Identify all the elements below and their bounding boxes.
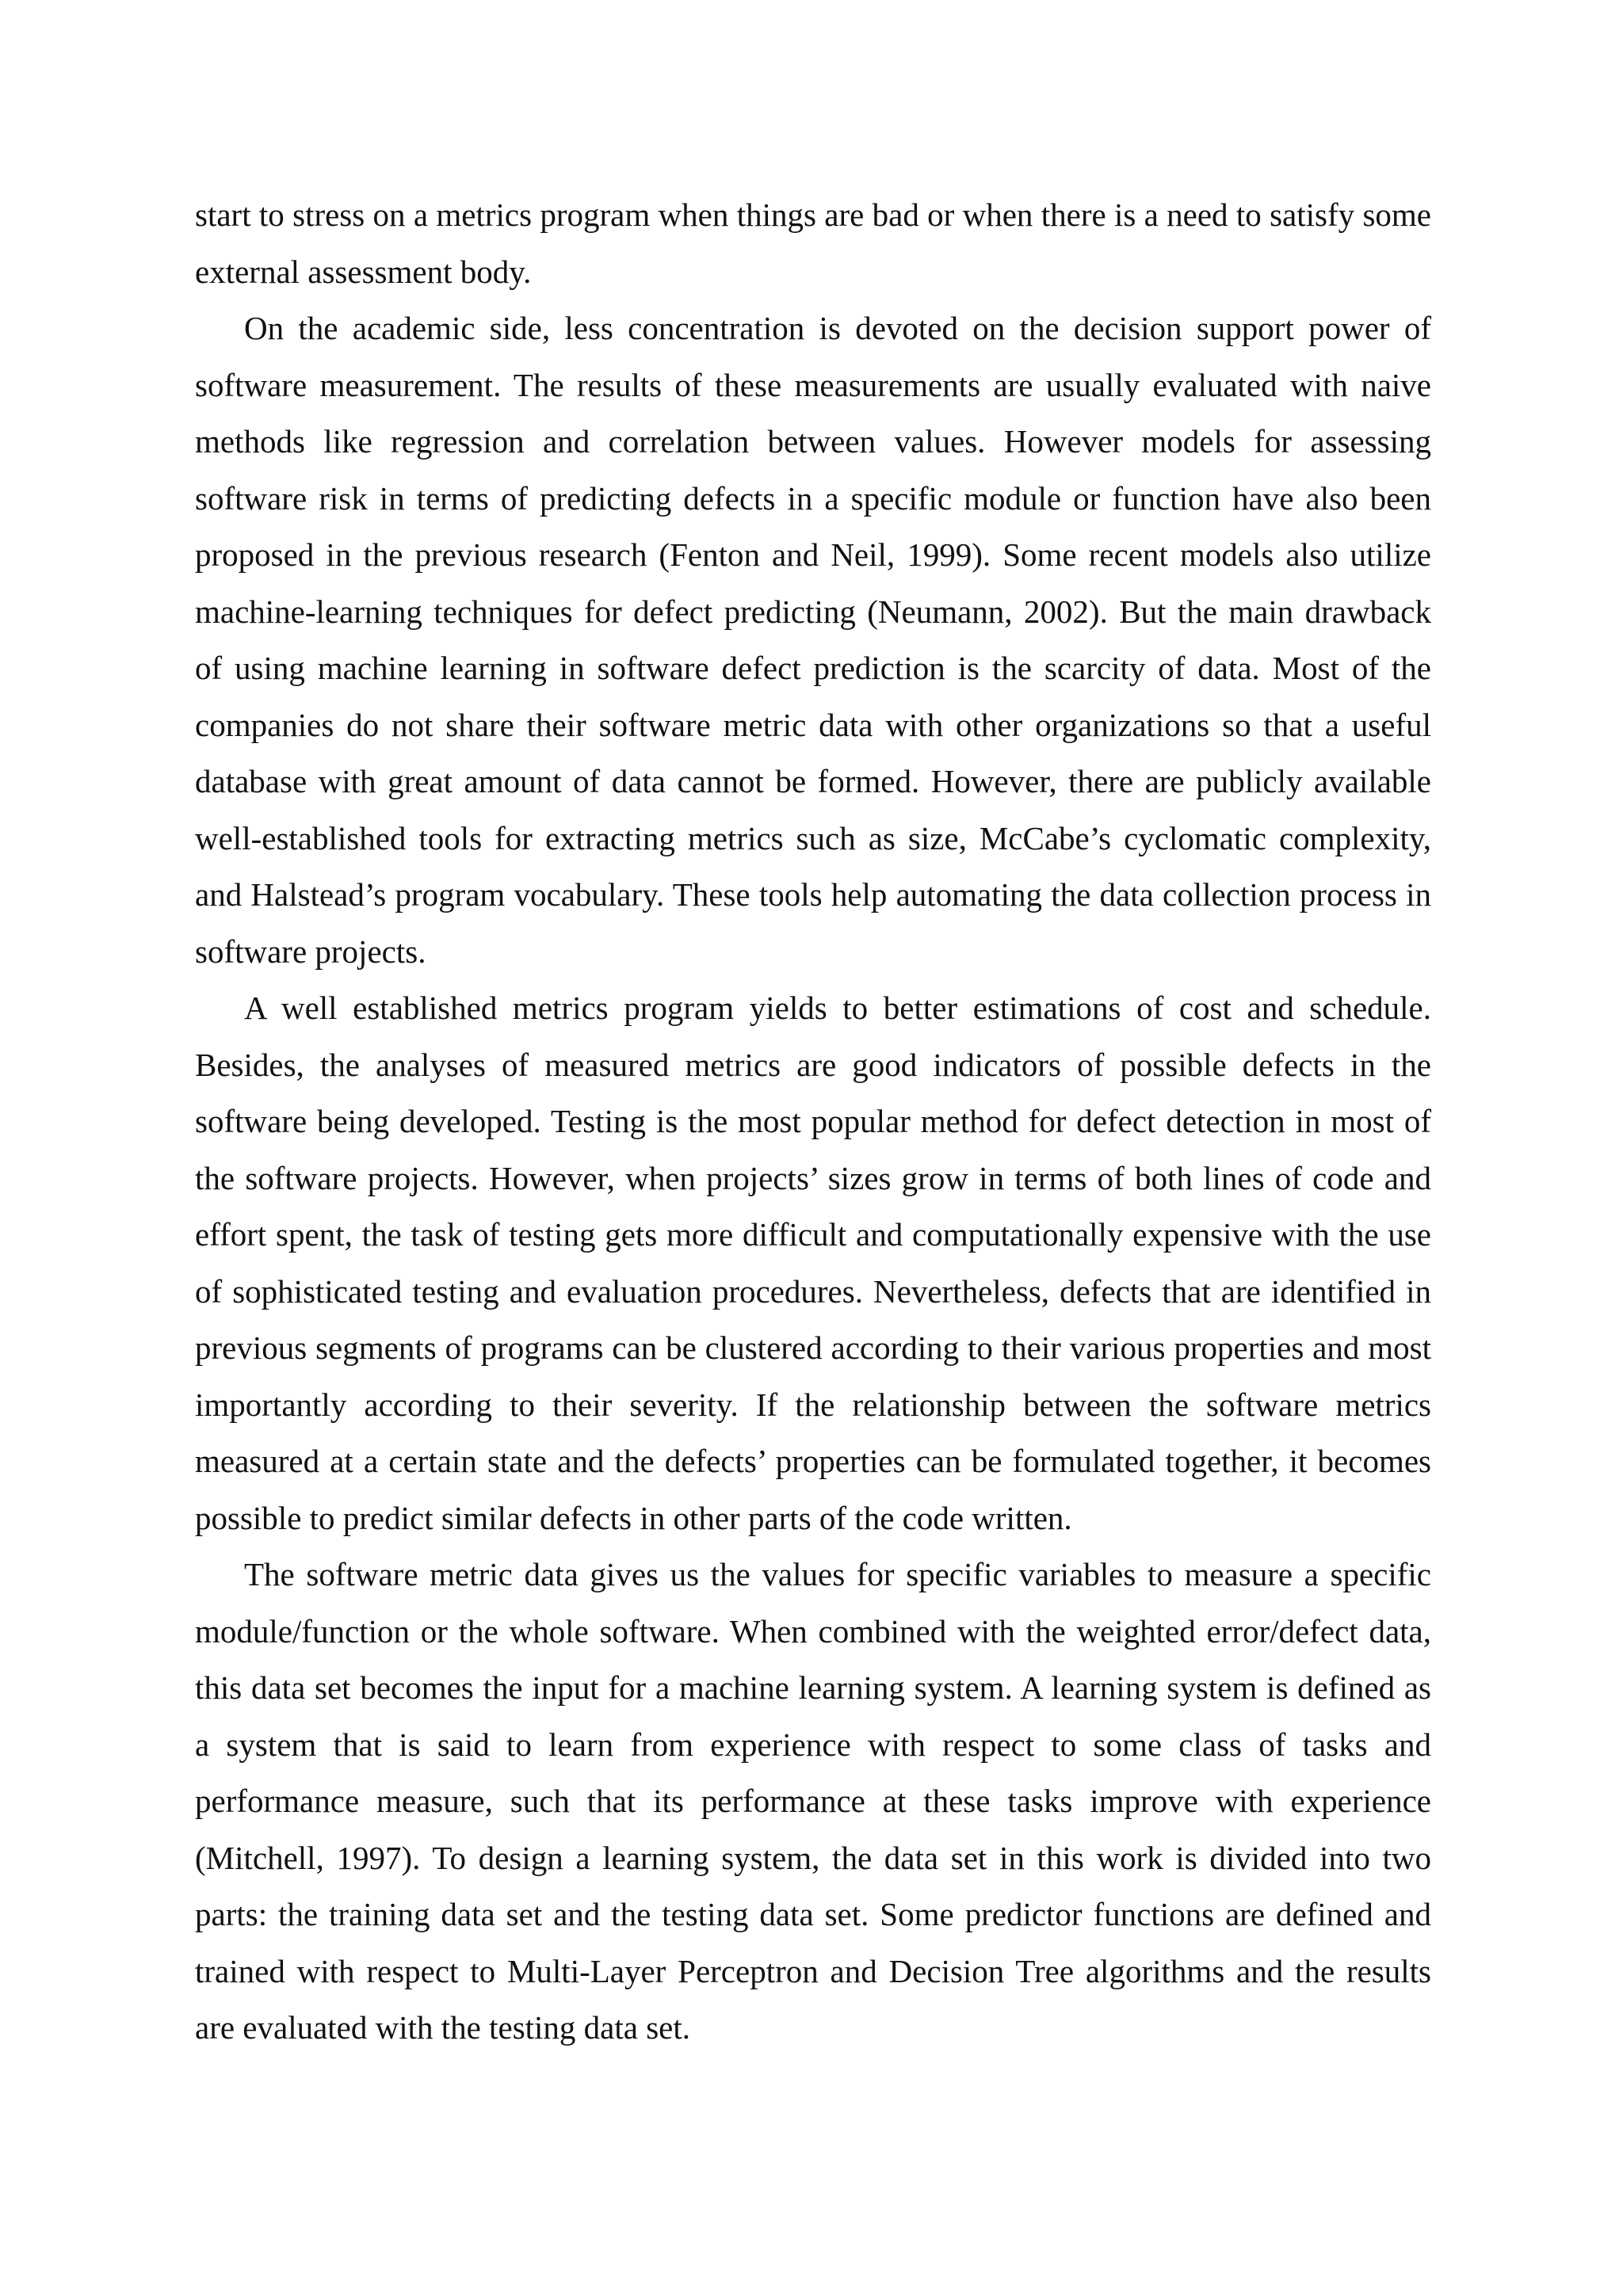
paragraph-continuation: start to stress on a metrics program when things are bad or when there is a need to satisfy some external assessment body. <box>195 196 1431 290</box>
paragraph-software-metric-data: The software metric data gives us the values for specific variables to measure a specific module/function or the whole software. When combined with the weighted error/defect data, this data set becomes the input for a machine learning system. A learning system is defined as a system that is said to learn from experience with respect to some class of tasks and performance measure, such that its performance at these tasks improve with experience (Mitchell, 1997). To design a learning system, the data set in this work is divided into two parts: the training data set and the testing data set. Some predictor functions are defined and trained with respect to Multi-Layer Perceptron and Decision Tree algorithms and the results are evaluated with the testing data set. <box>195 1556 1431 2046</box>
paragraph-metrics-program: A well established metrics program yields to better estimations of cost and schedule. Besides, the analyses of measured metrics are good indicators of possible defects in the software being developed. Testing is the most popular method for defect detection in most of the software projects. However, when projects’ sizes grow in terms of both lines of code and effort spent, the task of testing gets more difficult and computationally expensive with the use of sophisticated testing and evaluation procedures. Nevertheless, defects that are identified in previous segments of programs can be clustered according to their various properties and most importantly according to their severity. If the relationship between the software metrics measured at a certain state and the defects’ properties can be formulated together, it becomes possible to predict similar defects in other parts of the code written. <box>195 990 1431 1536</box>
paragraph-academic-side: On the academic side, less concentration is devoted on the decision support power of software measurement. The results of these measurements are usually evaluated with naive methods like regression and correlation between values. However models for assessing software risk in terms of predicting defects in a specific module or function have also been proposed in the previous research (Fenton and Neil, 1999). Some recent models also utilize machine-learning techniques for defect predicting (Neumann, 2002). But the main drawback of using machine learning in software defect prediction is the scarcity of data. Most of the companies do not share their software metric data with other organizations so that a useful database with great amount of data cannot be formed. However, there are publicly available well-established tools for extracting metrics such as size, McCabe’s cyclomatic complexity, and Halstead’s program vocabulary. These tools help automating the data collection process in software projects. <box>195 310 1431 970</box>
body-text <box>195 187 1431 2057</box>
